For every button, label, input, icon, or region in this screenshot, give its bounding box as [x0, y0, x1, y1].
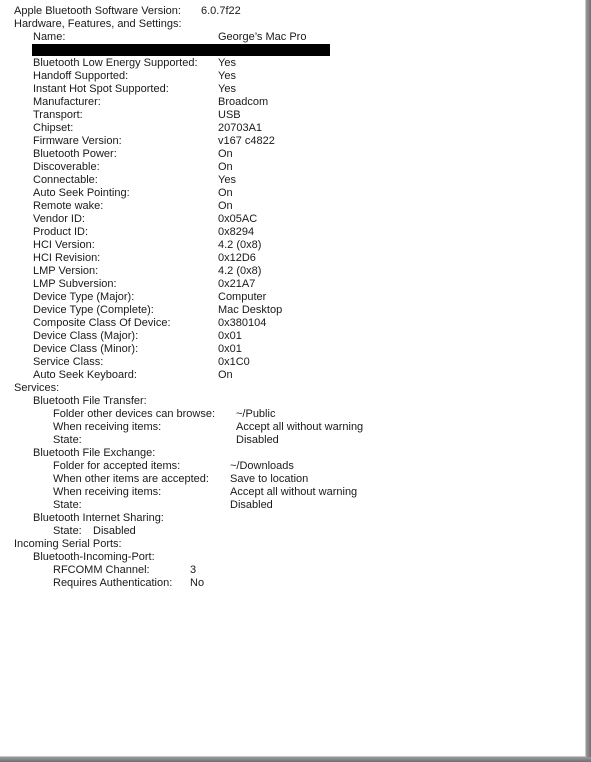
hardware-label: Discoverable:	[33, 161, 100, 173]
hardware-label: Device Type (Complete):	[33, 304, 154, 316]
serial-ports-heading: Incoming Serial Ports:	[14, 538, 122, 550]
hardware-label: Handoff Supported:	[33, 70, 129, 82]
serial-port-label: RFCOMM Channel:	[53, 564, 150, 576]
hardware-label: Auto Seek Pointing:	[33, 187, 130, 199]
hardware-label: Product ID:	[33, 226, 89, 238]
file-exchange-title: Bluetooth File Exchange:	[33, 447, 156, 459]
hardware-value: v167 c4822	[218, 135, 275, 147]
hardware-label: Device Type (Major):	[33, 291, 135, 303]
hardware-label: Vendor ID:	[33, 213, 85, 225]
hardware-label-name: Name:	[33, 31, 66, 43]
hardware-label: Manufacturer:	[33, 96, 101, 108]
hardware-value: On	[218, 148, 233, 160]
window-edge-bottom	[0, 757, 591, 762]
file-exchange-value: Save to location	[230, 473, 309, 485]
file-transfer-value: Accept all without warning	[236, 421, 364, 433]
window-edge-right	[586, 0, 591, 762]
internet-sharing-state-value: Disabled	[93, 525, 136, 537]
hardware-value: 20703A1	[218, 122, 263, 134]
hardware-value: 0x1C0	[218, 356, 250, 368]
hardware-value: On	[218, 369, 233, 381]
hardware-label: LMP Version:	[33, 265, 99, 277]
file-exchange-value: Accept all without warning	[230, 486, 358, 498]
file-exchange-label: When receiving items:	[53, 486, 162, 498]
hardware-value: Mac Desktop	[218, 304, 283, 316]
hardware-value: Yes	[218, 57, 236, 69]
hardware-value: 0x380104	[218, 317, 267, 329]
hardware-label: Firmware Version:	[33, 135, 122, 147]
file-exchange-label: State:	[53, 499, 82, 511]
internet-sharing-state-label: State:	[53, 525, 82, 537]
file-transfer-label: When receiving items:	[53, 421, 162, 433]
hardware-label: Auto Seek Keyboard:	[33, 369, 137, 381]
file-transfer-label: Folder other devices can browse:	[53, 408, 216, 420]
serial-port-value: 3	[190, 564, 197, 576]
hardware-value: 4.2 (0x8)	[218, 265, 262, 277]
hardware-heading: Hardware, Features, and Settings:	[14, 18, 182, 30]
hardware-value: 0x21A7	[218, 278, 256, 290]
file-transfer-value: Disabled	[236, 434, 279, 446]
hardware-label: Remote wake:	[33, 200, 104, 212]
hardware-value: On	[218, 187, 233, 199]
software-version-label: Apple Bluetooth Software Version:	[14, 5, 181, 17]
services-heading: Services:	[14, 382, 60, 394]
hardware-value: On	[218, 161, 233, 173]
hardware-label: Connectable:	[33, 174, 98, 186]
hardware-value: On	[218, 200, 233, 212]
serial-port-label: Requires Authentication:	[53, 577, 173, 589]
hardware-label: Chipset:	[33, 122, 74, 134]
hardware-value: USB	[218, 109, 241, 121]
file-transfer-label: State:	[53, 434, 82, 446]
file-exchange-label: When other items are accepted:	[53, 473, 209, 485]
serial-port-title: Bluetooth-Incoming-Port:	[33, 551, 155, 563]
file-transfer-value: ~/Public	[236, 408, 276, 420]
internet-sharing-title: Bluetooth Internet Sharing:	[33, 512, 164, 524]
file-exchange-value: Disabled	[230, 499, 273, 511]
hardware-label: Device Class (Minor):	[33, 343, 139, 355]
hardware-value-name: George’s Mac Pro	[218, 31, 307, 43]
hardware-label: HCI Version:	[33, 239, 95, 251]
redaction-bar	[32, 44, 330, 56]
hardware-value: 0x01	[218, 330, 242, 342]
hardware-label: Composite Class Of Device:	[33, 317, 171, 329]
hardware-label: Transport:	[33, 109, 83, 121]
hardware-label: Service Class:	[33, 356, 104, 368]
hardware-label: Instant Hot Spot Supported:	[33, 83, 169, 95]
hardware-value: 0x01	[218, 343, 242, 355]
hardware-label: LMP Subversion:	[33, 278, 117, 290]
hardware-label: HCI Revision:	[33, 252, 101, 264]
hardware-value: 0x12D6	[218, 252, 256, 264]
hardware-value: 0x05AC	[218, 213, 258, 225]
hardware-label: Device Class (Major):	[33, 330, 139, 342]
hardware-value: Computer	[218, 291, 267, 303]
hardware-label: Bluetooth Low Energy Supported:	[33, 57, 198, 69]
hardware-value: Yes	[218, 83, 236, 95]
hardware-label: Bluetooth Power:	[33, 148, 117, 160]
serial-port-value: No	[190, 577, 205, 589]
file-exchange-value: ~/Downloads	[230, 460, 294, 472]
hardware-value: Broadcom	[218, 96, 269, 108]
software-version-value: 6.0.7f22	[201, 5, 241, 17]
file-exchange-label: Folder for accepted items:	[53, 460, 181, 472]
hardware-value: 0x8294	[218, 226, 255, 238]
file-transfer-title: Bluetooth File Transfer:	[33, 395, 147, 407]
hardware-value: 4.2 (0x8)	[218, 239, 262, 251]
hardware-value: Yes	[218, 174, 236, 186]
hardware-value: Yes	[218, 70, 236, 82]
